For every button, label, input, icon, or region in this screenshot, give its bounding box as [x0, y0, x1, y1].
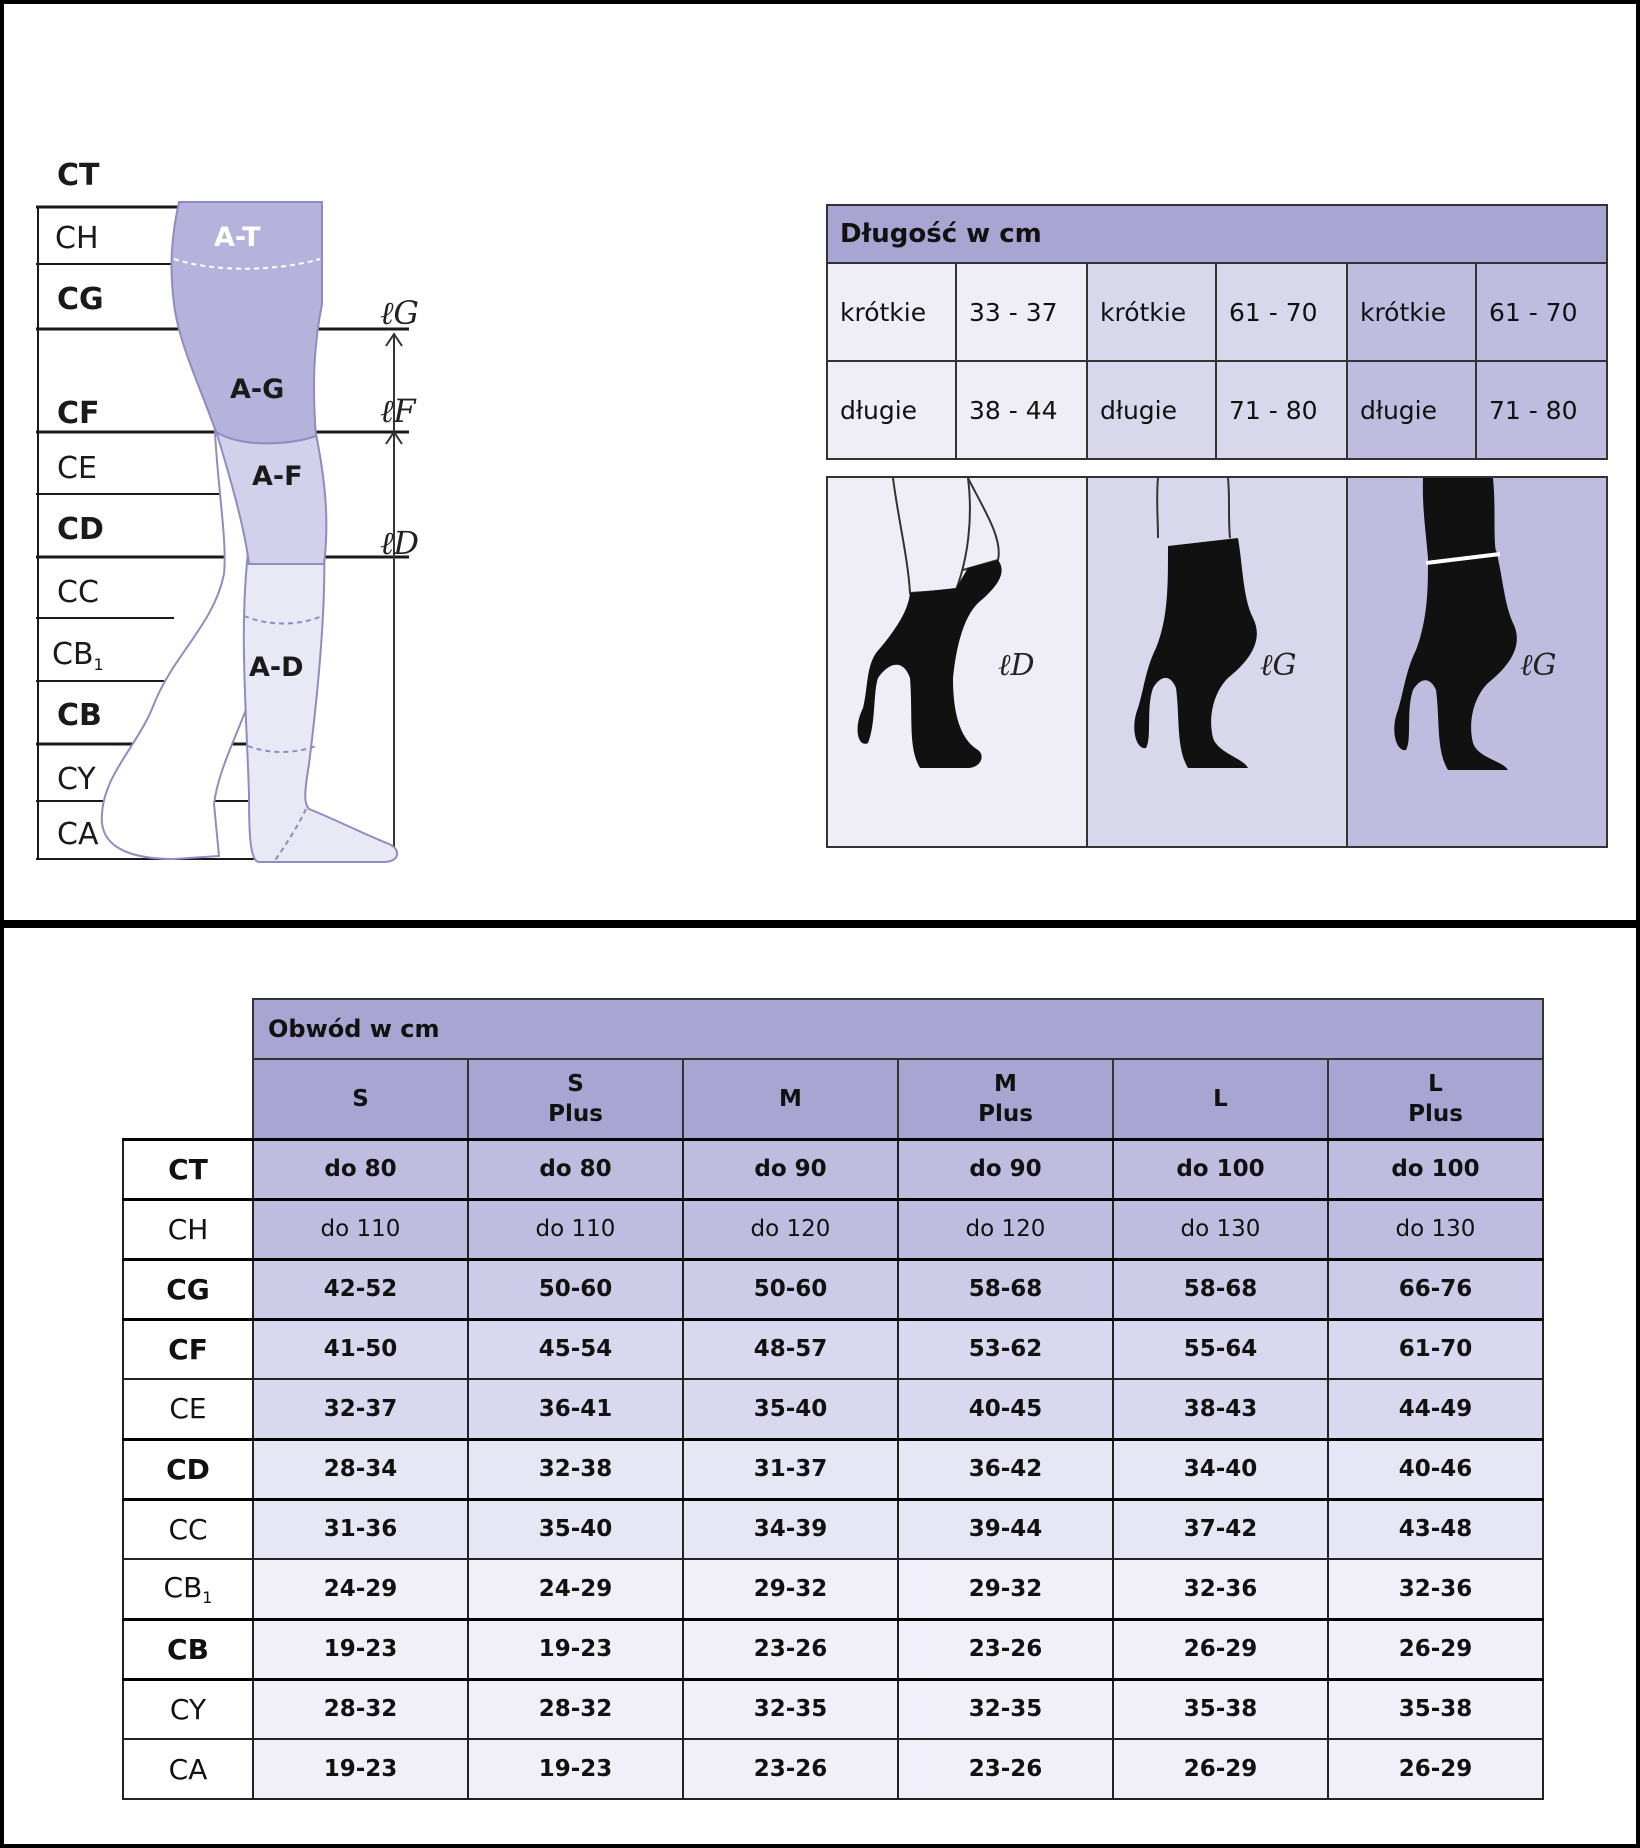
style-length-label-ld: ℓD	[998, 648, 1035, 683]
length-cell: długie	[1087, 361, 1216, 459]
table-cell: 58-68	[1113, 1259, 1328, 1319]
table-cell: 41-50	[253, 1319, 468, 1379]
table-cell: 34-39	[683, 1499, 898, 1559]
size-name: M	[779, 1085, 802, 1112]
table-row	[123, 1559, 1543, 1619]
size-name: S	[352, 1085, 369, 1112]
row-label-text: CB	[163, 1570, 203, 1604]
row-label	[123, 1259, 253, 1319]
table-row	[123, 1619, 1543, 1679]
size-name: S	[567, 1070, 584, 1097]
table-cell: 39-44	[898, 1499, 1113, 1559]
table-cell: 28-32	[468, 1679, 683, 1739]
table-corner	[123, 999, 253, 1059]
leg-illustration	[4, 4, 704, 928]
row-label-text: CA	[168, 1752, 208, 1786]
table-cell: do 130	[1113, 1199, 1328, 1259]
table-row	[123, 1439, 1543, 1499]
length-cell: długie	[1347, 361, 1476, 459]
table-cell: 23-26	[898, 1619, 1113, 1679]
measure-label-cc: CC	[57, 575, 99, 610]
table-cell: do 120	[898, 1199, 1113, 1259]
style-length-label-lg-1: ℓG	[1260, 648, 1297, 683]
table-cell: 31-37	[683, 1439, 898, 1499]
row-label	[123, 1199, 253, 1259]
table-row	[123, 1139, 1543, 1199]
size-name: M	[994, 1070, 1017, 1097]
size-header-row	[123, 1059, 1543, 1139]
size-header-l-plus	[1328, 1059, 1543, 1139]
measure-label-cf: CF	[57, 396, 100, 431]
measure-label-ch: CH	[55, 221, 99, 256]
table-cell: 55-64	[1113, 1319, 1328, 1379]
size-name: L	[1213, 1085, 1228, 1112]
table-cell: 26-29	[1328, 1619, 1543, 1679]
size-variant: Plus	[978, 1100, 1033, 1127]
table-cell: 40-45	[898, 1379, 1113, 1439]
measure-label-ct: CT	[57, 158, 100, 193]
table-cell: do 90	[898, 1139, 1113, 1199]
table-cell: 45-54	[468, 1319, 683, 1379]
circumference-title-row	[123, 999, 1543, 1059]
row-label-text: CC	[168, 1512, 208, 1546]
table-cell: 23-26	[898, 1739, 1113, 1799]
table-cell: do 110	[468, 1199, 683, 1259]
size-header-s	[253, 1059, 468, 1139]
table-cell: 53-62	[898, 1319, 1113, 1379]
table-corner	[123, 1059, 253, 1139]
length-row-short	[827, 263, 1607, 361]
size-header-m-plus	[898, 1059, 1113, 1139]
row-label-subscript: 1	[202, 1587, 213, 1607]
length-cell: 71 - 80	[1216, 361, 1347, 459]
row-label	[123, 1139, 253, 1199]
table-cell: do 120	[683, 1199, 898, 1259]
table-row	[123, 1739, 1543, 1799]
table-row	[123, 1319, 1543, 1379]
row-label-text: CT	[168, 1152, 208, 1186]
length-cell: 38 - 44	[956, 361, 1087, 459]
size-variant: Plus	[1408, 1100, 1463, 1127]
row-label-text: CG	[166, 1272, 210, 1306]
row-label	[123, 1439, 253, 1499]
table-cell: 35-38	[1328, 1679, 1543, 1739]
length-cell: krótkie	[1087, 263, 1216, 361]
table-row	[123, 1679, 1543, 1739]
style-thigh-high	[1088, 478, 1348, 846]
length-cell: 71 - 80	[1476, 361, 1607, 459]
table-cell: 32-38	[468, 1439, 683, 1499]
row-label	[123, 1499, 253, 1559]
table-cell: 26-29	[1113, 1619, 1328, 1679]
table-cell: 32-36	[1328, 1559, 1543, 1619]
length-table-header-row	[827, 205, 1607, 263]
table-cell: 19-23	[468, 1619, 683, 1679]
measure-label-cb1	[52, 637, 104, 674]
measure-label-ce: CE	[57, 451, 97, 486]
measure-label-cb: CB	[57, 698, 102, 733]
table-cell: 19-23	[253, 1739, 468, 1799]
length-mark-lf: ℓF	[380, 392, 416, 430]
table-cell: do 130	[1328, 1199, 1543, 1259]
table-cell: 32-36	[1113, 1559, 1328, 1619]
length-cell: 33 - 37	[956, 263, 1087, 361]
measure-label-cb1-text: CB	[52, 637, 94, 672]
row-label-text: CY	[169, 1692, 207, 1726]
table-cell: do 80	[253, 1139, 468, 1199]
table-row	[123, 1379, 1543, 1439]
stay-up-stocking-illustration	[1348, 478, 1606, 846]
table-cell: 36-41	[468, 1379, 683, 1439]
size-variant: Plus	[548, 1100, 603, 1127]
table-cell: 43-48	[1328, 1499, 1543, 1559]
row-label-text: CE	[169, 1392, 207, 1426]
table-cell: 24-29	[253, 1559, 468, 1619]
zone-label-a-g: A-G	[230, 374, 285, 405]
size-name: L	[1428, 1070, 1443, 1097]
size-header-m	[683, 1059, 898, 1139]
style-knee-high	[828, 478, 1088, 846]
table-cell: 24-29	[468, 1559, 683, 1619]
thigh-high-stocking-illustration	[1088, 478, 1346, 846]
leg-measurement-diagram	[4, 4, 704, 928]
row-label-text: CF	[168, 1332, 208, 1366]
table-row	[123, 1259, 1543, 1319]
zone-label-a-f: A-F	[252, 461, 303, 492]
row-label-text: CB	[167, 1632, 209, 1666]
measure-label-cd: CD	[57, 512, 104, 547]
table-row	[123, 1199, 1543, 1259]
table-cell: do 100	[1113, 1139, 1328, 1199]
table-cell: 58-68	[898, 1259, 1113, 1319]
stocking-style-illustrations	[826, 476, 1608, 848]
zone-label-a-t: A-T	[214, 222, 261, 253]
table-cell: do 100	[1328, 1139, 1543, 1199]
table-cell: do 80	[468, 1139, 683, 1199]
length-mark-ld: ℓD	[380, 524, 419, 562]
table-cell: 37-42	[1113, 1499, 1328, 1559]
length-cell: krótkie	[1347, 263, 1476, 361]
row-label	[123, 1319, 253, 1379]
table-cell: 32-35	[683, 1679, 898, 1739]
table-cell: 44-49	[1328, 1379, 1543, 1439]
table-cell: 28-34	[253, 1439, 468, 1499]
row-label	[123, 1739, 253, 1799]
table-cell: 26-29	[1328, 1739, 1543, 1799]
table-cell: 61-70	[1328, 1319, 1543, 1379]
table-cell: 29-32	[683, 1559, 898, 1619]
table-cell: 35-38	[1113, 1679, 1328, 1739]
table-cell: 28-32	[253, 1679, 468, 1739]
length-cell: krótkie	[827, 263, 956, 361]
zone-label-a-d: A-D	[249, 652, 304, 683]
table-cell: 36-42	[898, 1439, 1113, 1499]
length-cell: długie	[827, 361, 956, 459]
row-label	[123, 1559, 253, 1619]
size-header-l	[1113, 1059, 1328, 1139]
table-cell: 26-29	[1113, 1739, 1328, 1799]
table-cell: 31-36	[253, 1499, 468, 1559]
knee-high-stocking-illustration	[828, 478, 1086, 846]
length-mark-lg: ℓG	[380, 294, 419, 332]
table-cell: do 90	[683, 1139, 898, 1199]
measure-label-cg: CG	[57, 282, 104, 317]
circumference-table-body	[123, 1139, 1543, 1799]
row-label	[123, 1619, 253, 1679]
table-cell: 35-40	[468, 1499, 683, 1559]
table-cell: 66-76	[1328, 1259, 1543, 1319]
measure-label-cy: CY	[57, 762, 96, 797]
table-cell: 42-52	[253, 1259, 468, 1319]
row-label-text: CH	[167, 1212, 209, 1246]
circumference-table-title: Obwód w cm	[253, 999, 1543, 1059]
row-label	[123, 1379, 253, 1439]
measure-label-cb1-sub: 1	[93, 655, 104, 674]
row-label	[123, 1679, 253, 1739]
table-cell: 23-26	[683, 1739, 898, 1799]
table-cell: 40-46	[1328, 1439, 1543, 1499]
table-cell: 23-26	[683, 1619, 898, 1679]
table-cell: 29-32	[898, 1559, 1113, 1619]
length-table	[826, 204, 1608, 460]
table-cell: 19-23	[253, 1619, 468, 1679]
size-header-s-plus	[468, 1059, 683, 1139]
length-cell: 61 - 70	[1476, 263, 1607, 361]
table-cell: do 110	[253, 1199, 468, 1259]
style-length-label-lg-2: ℓG	[1520, 648, 1557, 683]
table-row	[123, 1499, 1543, 1559]
table-cell: 48-57	[683, 1319, 898, 1379]
style-stay-up	[1348, 478, 1606, 846]
length-cell: 61 - 70	[1216, 263, 1347, 361]
table-cell: 34-40	[1113, 1439, 1328, 1499]
table-cell: 19-23	[468, 1739, 683, 1799]
length-table-title: Długość w cm	[827, 205, 1607, 263]
table-cell: 35-40	[683, 1379, 898, 1439]
table-cell: 32-37	[253, 1379, 468, 1439]
circumference-table	[122, 998, 1544, 1800]
table-cell: 50-60	[468, 1259, 683, 1319]
table-cell: 38-43	[1113, 1379, 1328, 1439]
measure-label-ca: CA	[57, 817, 99, 852]
length-row-long	[827, 361, 1607, 459]
table-cell: 50-60	[683, 1259, 898, 1319]
row-label-text: CD	[166, 1452, 210, 1486]
table-cell: 32-35	[898, 1679, 1113, 1739]
